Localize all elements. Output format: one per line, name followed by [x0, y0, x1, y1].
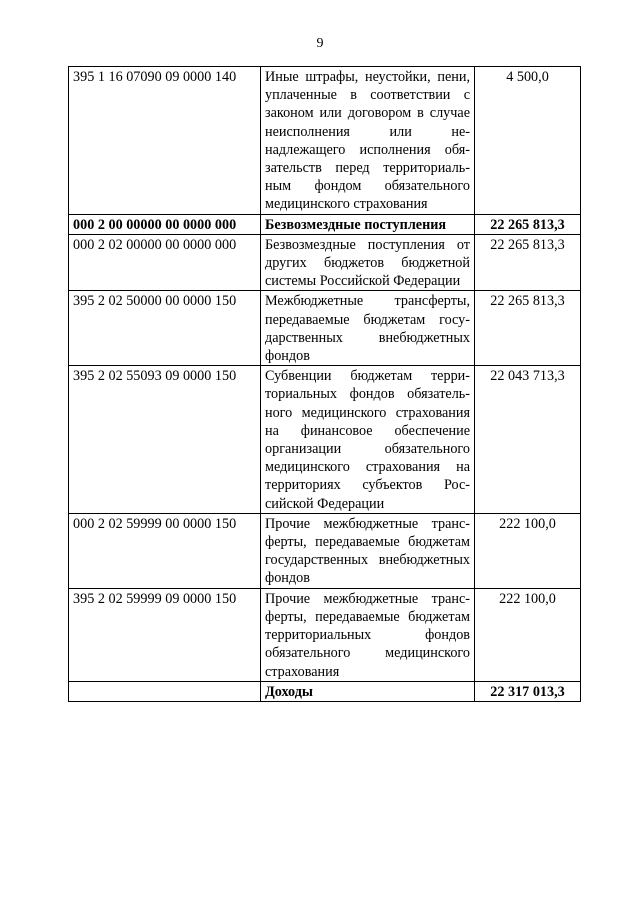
row-code: 000 2 00 00000 00 0000 000 [69, 214, 261, 234]
row-amount: 22 265 813,3 [475, 234, 581, 291]
row-amount: 222 100,0 [475, 588, 581, 681]
row-name: Субвенции бюджетам территориальных фондов обязательного медицинского страхования на финансовое обеспечение организации обязательного медицинского страхования на территориях субъектов Российской Федерации [261, 366, 475, 514]
row-code [69, 681, 261, 701]
table-row [69, 513, 581, 588]
row-amount: 22 265 813,3 [475, 214, 581, 234]
row-name: Безвозмездные поступления [261, 214, 475, 234]
row-name: Иные штрафы, неустойки, пени, уплаченные в соответствии с законом или договором в случае неисполнения или ненадлежащего исполнения обязательств перед территориальным фондом обязательного медицинского страхования [261, 67, 475, 215]
table-row [69, 214, 581, 234]
row-code: 000 2 02 00000 00 0000 000 [69, 234, 261, 291]
total-row [69, 681, 581, 701]
row-code: 395 2 02 55093 09 0000 150 [69, 366, 261, 514]
row-name: Межбюджетные трансферты, передаваемые бюджетам государственных внебюджетных фондов [261, 291, 475, 366]
page-number: 9 [316, 36, 324, 51]
table-row [69, 291, 581, 366]
row-code: 395 2 02 50000 00 0000 150 [69, 291, 261, 366]
row-name: Безвозмездные поступления от других бюджетов бюджетной системы Российской Федерации [261, 234, 475, 291]
revenue-table [68, 66, 581, 702]
row-name: Прочие межбюджетные трансферты, передаваемые бюджетам государственных внебюджетных фондов [261, 513, 475, 588]
row-name: Доходы [261, 681, 475, 701]
row-name: Прочие межбюджетные трансферты, передаваемые бюджетам территориальных фондов обязательного медицинского страхования [261, 588, 475, 681]
row-code: 000 2 02 59999 00 0000 150 [69, 513, 261, 588]
row-code: 395 2 02 59999 09 0000 150 [69, 588, 261, 681]
row-code: 395 1 16 07090 09 0000 140 [69, 67, 261, 215]
table-row [69, 588, 581, 681]
table-row [69, 234, 581, 291]
row-amount: 22 043 713,3 [475, 366, 581, 514]
row-amount: 22 265 813,3 [475, 291, 581, 366]
table-row [69, 67, 581, 215]
table-row [69, 366, 581, 514]
row-amount: 22 317 013,3 [475, 681, 581, 701]
row-amount: 4 500,0 [475, 67, 581, 215]
row-amount: 222 100,0 [475, 513, 581, 588]
